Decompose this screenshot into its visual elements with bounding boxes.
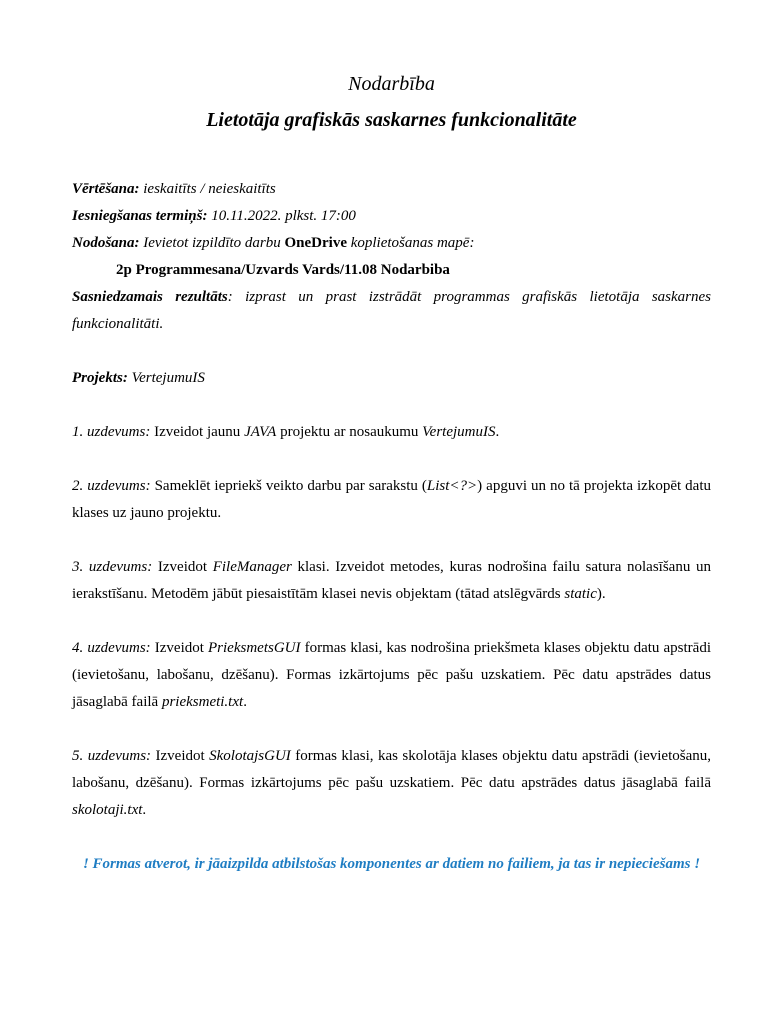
result-line: [72, 284, 711, 338]
task-text: .: [142, 802, 147, 818]
submission-line: [72, 230, 711, 257]
task-term: FileManager: [212, 559, 292, 575]
grading-value: ieskaitīts / neieskaitīts: [139, 181, 276, 197]
task-text: .: [495, 424, 500, 440]
task-label: 3. uzdevums:: [72, 559, 153, 575]
task-text: formas klasi, kas skolotāja klases objektu datu apstrādi (ievietošanu, labošanu, dzēšanu). Formas izkārtojums pēc pašu uzskatiem. Pēc datu apstrādes datus jāsaglabā failā: [72, 748, 711, 791]
task-term: VertejumuIS: [422, 424, 496, 440]
task-text: .: [243, 694, 247, 710]
project-line: [72, 365, 711, 392]
task-3: [72, 554, 711, 608]
task-text: Izveidot: [152, 559, 213, 575]
task-text: projektu ar nosaukumu: [276, 424, 423, 440]
task-text: Izveidot: [150, 640, 209, 656]
submission-service: OneDrive: [284, 235, 347, 251]
meta-block: [72, 176, 711, 338]
task-text: ).: [596, 586, 606, 602]
task-label: 2. uzdevums:: [72, 478, 151, 494]
task-5: [72, 743, 711, 824]
page-title: Nodarbība: [348, 73, 435, 95]
task-text: ) apguvi un no tā projekta izkopēt datu klases uz jauno projektu.: [72, 478, 711, 521]
submission-text-post: koplietošanas mapē:: [346, 235, 475, 251]
task-text: klasi. Izveidot metodes, kuras nodrošina failu satura nolasīšanu un ierakstīšanu. Metodēm jābūt piesaistītām klasei nevis objektam (tātad atslēgvārds: [72, 559, 711, 602]
task-text: Sameklēt iepriekš veikto darbu par sarakstu (: [150, 478, 427, 494]
task-text: formas klasi, kas nodrošina priekšmeta klases objektu datu apstrādi (ievietošanu, labošanu, dzēšanu). Formas izkārtojums pēc pašu uzskatiem. Pēc datu apstrādes datus jāsaglabā failā: [72, 640, 711, 710]
task-term: PrieksmetsGUI: [208, 640, 301, 656]
important-note: ! Formas atverot, ir jāaizpilda atbilstošas komponentes ar datiem no failiem, ja tas ir nepieciešams !: [82, 856, 701, 872]
document-page: [72, 70, 711, 893]
task-term: JAVA: [244, 424, 277, 440]
task-text: Izveidot: [151, 748, 210, 764]
project-label: Projekts:: [72, 370, 128, 386]
task-term: List<?>: [426, 478, 478, 494]
task-text: Izveidot jaunu: [150, 424, 245, 440]
deadline-line: [72, 203, 711, 230]
deadline-value: 10.11.2022. plkst. 17:00: [207, 208, 356, 224]
project-value: VertejumuIS: [127, 370, 205, 386]
submission-text-pre: Ievietot izpildīto darbu: [139, 235, 285, 251]
task-label: 1. uzdevums:: [72, 424, 151, 440]
submission-path: 2p Programmesana/Uzvards Vards/11.08 Nodarbiba: [116, 262, 450, 278]
task-term: SkolotajsGUI: [209, 748, 291, 764]
task-term: prieksmeti.txt: [161, 694, 244, 710]
task-term: static: [564, 586, 597, 602]
deadline-label: Iesniegšanas termiņš:: [72, 208, 208, 224]
result-label: Sasniedzamais rezultāts: [72, 289, 228, 305]
page-subtitle: Lietotāja grafiskās saskarnes funkcionalitāte: [206, 109, 577, 131]
grading-line: [72, 176, 711, 203]
grading-label: Vērtēšana:: [72, 181, 140, 197]
result-value: : izprast un prast izstrādāt programmas grafiskās lietotāja saskarnes funkcionalitāti.: [72, 289, 711, 332]
task-1: [72, 419, 711, 446]
task-term: skolotaji.txt: [72, 802, 143, 818]
task-label: 4. uzdevums:: [72, 640, 151, 656]
task-2: [72, 473, 711, 527]
task-label: 5. uzdevums:: [72, 748, 152, 764]
submission-label: Nodošana:: [72, 235, 140, 251]
task-4: [72, 635, 711, 716]
